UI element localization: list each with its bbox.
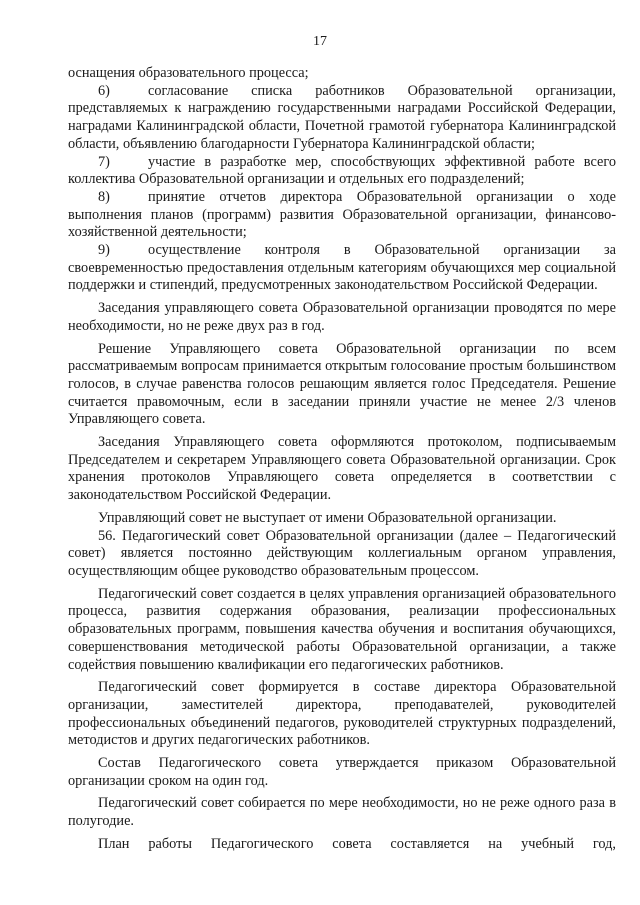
- document-body: [68, 65, 616, 854]
- list-item: [68, 83, 616, 154]
- paragraph: Решение Управляющего совета Образовательной организации по всем рассматриваемым вопросам принимается открытым голосование простым большинством голосов, в случае равенства голосов решающим является голос Председателя. Решение считается правомочным, если в заседании приняли участие не менее 2/3 членов Управляющего совета.: [68, 340, 616, 428]
- paragraph: Педагогический совет формируется в составе директора Образовательной организации, заместителей директора, преподавателей, руководителей профессиональных объединений педагогов, руководителей структурных подразделений, методистов и других педагогических работников.: [68, 679, 616, 749]
- list-item-text: осуществление контроля в Образовательной организации за своевременностью предоставления отдельным категориям обучающихся мер социальной поддержки и стипендий, предусмотренных законодательством Российской Федерации.: [68, 242, 616, 294]
- paragraph: Управляющий совет не выступает от имени Образовательной организации.: [98, 509, 557, 526]
- list-item-number: 8): [98, 188, 110, 205]
- list-item-text: согласование списка работников Образовательной организации, представляемых к награждению государственными наградами Российской Федерации, наградами Калининградской области, Почетной грамотой губернатора Калининградской области, объявлению благодарности Губернатора Калининградской области;: [68, 82, 616, 152]
- list-item: [68, 189, 616, 242]
- list-item-text: участие в разработке мер, способствующих эффективной работе всего коллектива Образовательной организации и отдельных его подразделений;: [68, 153, 616, 188]
- paragraph: План работы Педагогического совета составляется на учебный год,: [98, 835, 616, 852]
- list-item-number: 7): [98, 153, 110, 170]
- paragraph: Состав Педагогического совета утверждается приказом Образовательной организации сроком на один год.: [68, 755, 616, 789]
- list-item: [68, 154, 616, 189]
- paragraph: Педагогический совет собирается по мере необходимости, но не реже одного раза в полугодие.: [68, 795, 616, 830]
- paragraph: Заседания Управляющего совета оформляются протоколом, подписываемым Председателем и секретарем Управляющего совета Образовательной организации. Срок хранения протоколов Управляющего совета определяется в соответствии с законодательством Российской Федерации.: [68, 434, 616, 504]
- list-item: [68, 242, 616, 295]
- paragraph: Педагогический совет создается в целях управления организацией образовательного процесса, развития содержания образования, реализации профессиональных образовательных программ, повышения качества обучения и воспитания обучающихся, совершенствования методической работы Образовательной организации, а также содействия повышению квалификации его педагогических работников.: [68, 585, 616, 673]
- list-item-number: 9): [98, 242, 110, 259]
- paragraph: 56. Педагогический совет Образовательной организации (далее – Педагогический совет) является постоянно действующим коллегиальным органом управления, осуществляющим общее руководство образовательным процессом.: [68, 527, 616, 579]
- paragraph: оснащения образовательного процесса;: [68, 65, 309, 81]
- list-item-text: принятие отчетов директора Образовательной организации о ходе выполнения планов (программ) развития Образовательной организации, финансово-хозяйственной деятельности;: [68, 188, 616, 241]
- list-item-number: 6): [98, 82, 110, 99]
- paragraph: Заседания управляющего совета Образовательной организации проводятся по мере необходимости, но не реже двух раз в год.: [68, 300, 616, 334]
- page-number: 17: [313, 34, 327, 49]
